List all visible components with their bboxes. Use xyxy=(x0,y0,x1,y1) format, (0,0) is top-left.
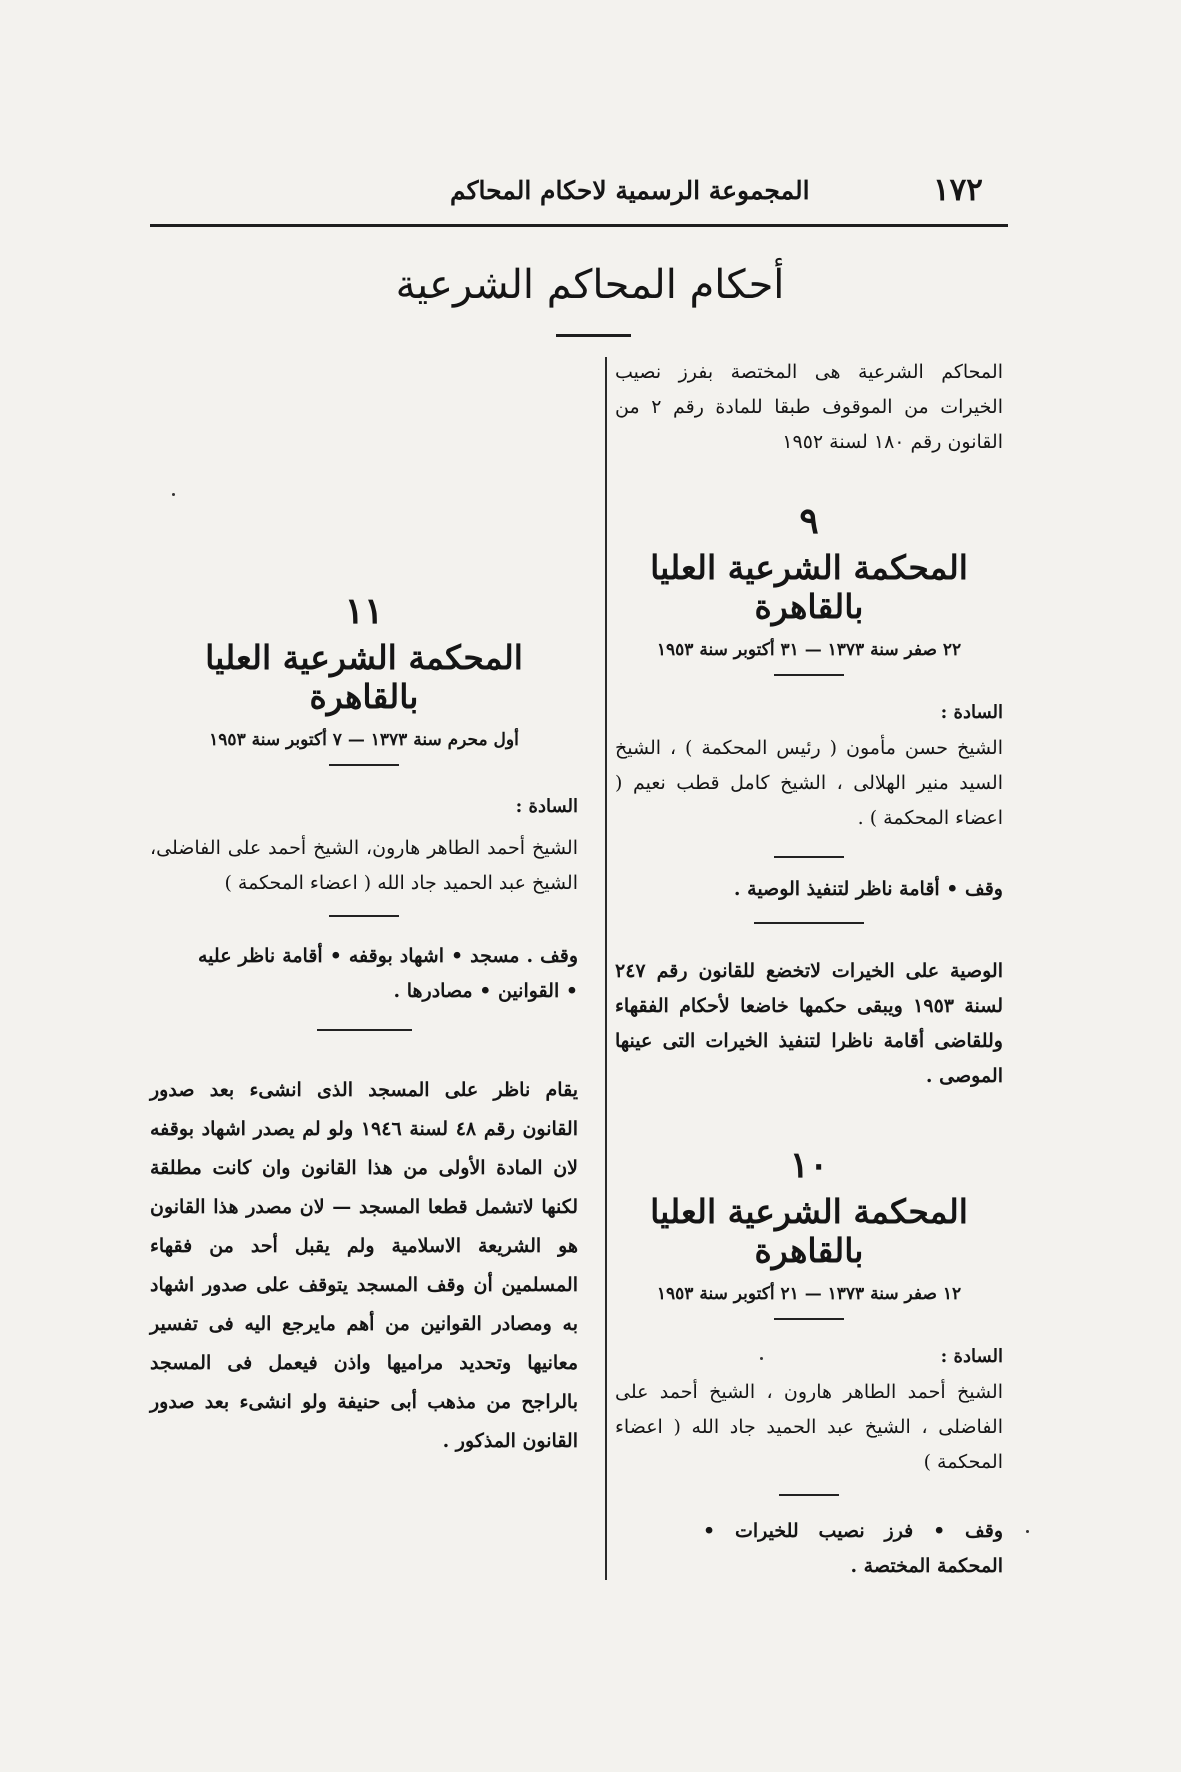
scan-speck xyxy=(1026,1530,1029,1533)
case-10-rule-1 xyxy=(774,1318,844,1320)
left-column xyxy=(150,380,578,1461)
case-9-rule-1 xyxy=(774,674,844,676)
header-rule xyxy=(150,224,1008,227)
case-9-judges-label: السادة : xyxy=(940,702,1003,723)
case-11-rule-3 xyxy=(317,1029,412,1031)
case-11-rule-2 xyxy=(329,915,399,917)
case-10-date: ١٢ صفر سنة ١٣٧٣ — ٢١ أكتوبر سنة ١٩٥٣ xyxy=(656,1284,962,1304)
case-11-date: أول محرم سنة ١٣٧٣ — ٧ أكتوبر سنة ١٩٥٣ xyxy=(209,730,519,750)
case-11-court: المحكمة الشرعية العليا بالقاهرة xyxy=(205,638,523,716)
case-9-keywords: وقف • أقامة ناظر لتنفيذ الوصية . xyxy=(733,878,1003,900)
column-divider xyxy=(605,357,607,1580)
section-title-rule xyxy=(556,334,631,337)
case-10-number: ١٠ xyxy=(789,1144,829,1186)
case-9-number: ٩ xyxy=(799,500,819,542)
page-number: ١٧٢ xyxy=(933,172,983,208)
case-10-keywords: وقف • فرز نصيب للخيرات • المحكمة المختصة . xyxy=(703,1520,1003,1577)
case-9-rule-3 xyxy=(754,922,864,924)
section-title: أحكام المحاكم الشرعية xyxy=(395,262,785,308)
case-10-court: المحكمة الشرعية العليا بالقاهرة xyxy=(650,1192,968,1270)
right-column xyxy=(615,355,1003,1584)
case-11-judges: الشيخ أحمد الطاهر هارون، الشيخ أحمد على الفاضلى، الشيخ عبد الحميد جاد الله ( اعضاء المحكمة ) xyxy=(150,837,578,894)
case-9-principle: الوصية على الخيرات لاتخضع للقانون رقم ٢٤٧ لسنة ١٩٥٣ ويبقى حكمها خاضعا لأحكام الفقهاء وللقاضى أقامة ناظرا لتنفيذ الخيرات التى عينها الموصى . xyxy=(615,960,1003,1087)
case-10-judges-label: السادة : xyxy=(940,1346,1003,1367)
case-9-rule-2 xyxy=(774,856,844,858)
case-11-keywords: وقف . مسجد • اشهاد بوقفه • أقامة ناظر عليه • القوانين • مصادرها . xyxy=(198,945,578,1002)
running-title: المجموعة الرسمية لاحكام المحاكم xyxy=(450,176,810,205)
case-11-principle: يقام ناظر على المسجد الذى انشىء بعد صدور القانون رقم ٤٨ لسنة ١٩٤٦ ولو لم يصدر اشهاد بوقفه لان المادة الأولى من هذا القانون وان كانت مطلقة لكنها لاتشمل قطعا المسجد — لان مصدر هذا القانون هو الشريعة الاسلامية ولم يقبل أحد من فقهاء المسلمين أن وقف المسجد يتوقف على صدور اشهاد به ومصادر القوانين من أهم مايرجع اليه فى تفسير معانيها وتحديد مراميها واذن فيعمل فى المسجد بالراجح من مذهب أبى حنيفة ولو انشىء بعد صدور القانون المذكور . xyxy=(150,1079,578,1452)
case-9-judges: الشيخ حسن مأمون ( رئيس المحكمة ) ، الشيخ السيد منير الهلالى ، الشيخ كامل قطب نعيم ( اعضاء المحكمة ) . xyxy=(615,737,1003,829)
case-11-rule-1 xyxy=(329,764,399,766)
intro-summary: المحاكم الشرعية هى المختصة بفرز نصيب الخيرات من الموقوف طبقا للمادة رقم ٢ من القانون رقم ١٨٠ لسنة ١٩٥٢ xyxy=(615,361,1003,453)
case-10-rule-2 xyxy=(779,1494,839,1496)
scan-speck xyxy=(760,1357,763,1360)
case-9-date: ٢٢ صفر سنة ١٣٧٣ — ٣١ أكتوبر سنة ١٩٥٣ xyxy=(656,640,962,660)
case-11-number: ١١ xyxy=(344,590,384,632)
case-9-court: المحكمة الشرعية العليا بالقاهرة xyxy=(650,548,968,626)
scan-speck xyxy=(172,493,175,496)
case-11-judges-label: السادة : xyxy=(515,796,578,817)
case-10-judges: الشيخ أحمد الطاهر هارون ، الشيخ أحمد على الفاضلى ، الشيخ عبد الحميد جاد الله ( اعضاء المحكمة ) xyxy=(615,1381,1003,1473)
